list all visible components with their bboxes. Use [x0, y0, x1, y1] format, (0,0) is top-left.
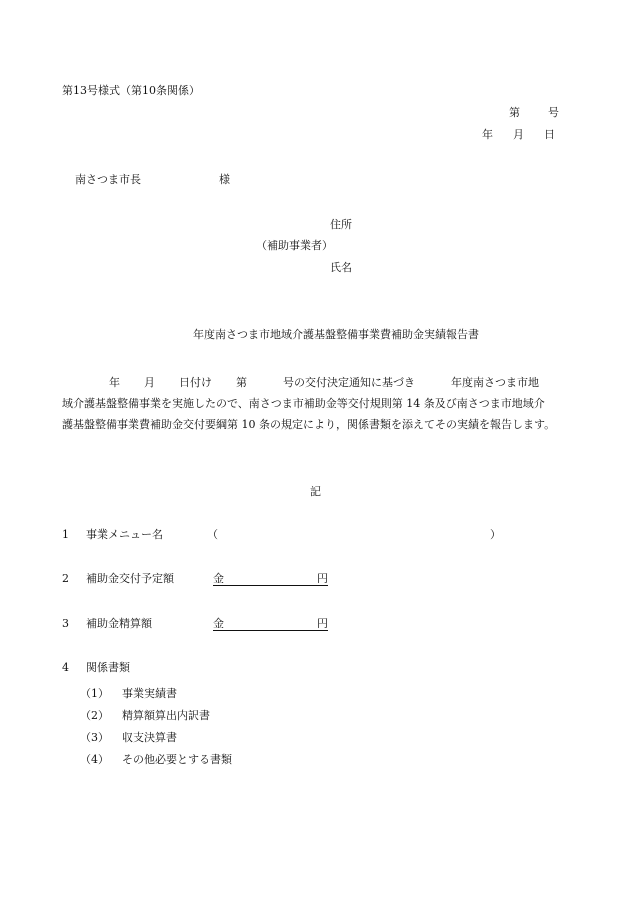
- item-label: 補助金交付予定額: [86, 572, 174, 585]
- currency-prefix: 金: [213, 617, 224, 630]
- document-list: [80, 683, 232, 771]
- body-month: 月: [144, 376, 155, 389]
- amount-field: [213, 617, 328, 631]
- applicant-role-label: （補助事業者）: [256, 239, 333, 252]
- item-number: 1: [62, 528, 69, 541]
- report-body: [62, 372, 572, 435]
- list-item: [80, 705, 232, 727]
- body-line-2: 域介護基盤整備事業を実施したので、南さつま市補助金等交付規則第 14 条及び南さつま市地域介: [62, 397, 545, 410]
- list-item-number: （1）: [80, 687, 109, 700]
- body-year: 年: [109, 376, 120, 389]
- amount-field: [213, 572, 328, 586]
- currency-suffix: 円: [317, 617, 328, 630]
- list-item-label: 精算額算出内訳書: [122, 709, 210, 722]
- item-label: 事業メニュー名: [86, 528, 163, 541]
- applicant-name-label: 氏名: [330, 261, 352, 274]
- paren-close: ）: [490, 528, 501, 541]
- list-item-number: （2）: [80, 709, 109, 722]
- body-tail: 年度南さつま市地: [451, 376, 539, 389]
- applicant-address-label: 住所: [330, 218, 352, 231]
- item-number: 4: [62, 661, 69, 674]
- date-year: 年: [482, 128, 493, 141]
- item-number: 2: [62, 572, 69, 585]
- body-dai: 第: [236, 376, 247, 389]
- addressee-honorific: 様: [219, 173, 230, 186]
- list-item: [80, 749, 232, 771]
- paren-open: （: [207, 528, 218, 541]
- body-line-3: 護基盤整備事業費補助金交付要綱第 10 条の規定により，関係書類を添えてその実績を報告します。: [62, 418, 556, 431]
- list-item-label: 収支決算書: [122, 731, 177, 744]
- list-item-number: （4）: [80, 753, 109, 766]
- document-number: [509, 106, 559, 119]
- date-month: 月: [513, 128, 524, 141]
- item-project-menu: [62, 528, 501, 541]
- body-line-1: [62, 372, 572, 393]
- document-date: [482, 128, 555, 141]
- document-title: 年度南さつま市地域介護基盤整備事業費補助金実績報告書: [193, 328, 479, 341]
- item-label: 補助金精算額: [86, 617, 152, 630]
- list-item: [80, 727, 232, 749]
- document-number-prefix: 第: [509, 106, 520, 119]
- document-number-suffix: 号: [548, 106, 559, 119]
- currency-suffix: 円: [317, 572, 328, 585]
- currency-prefix: 金: [213, 572, 224, 585]
- item-label: 関係書類: [86, 661, 130, 674]
- date-day: 日: [544, 128, 555, 141]
- list-item-number: （3）: [80, 731, 109, 744]
- item-number: 3: [62, 617, 69, 630]
- list-item-label: 事業実績書: [122, 687, 177, 700]
- list-item: [80, 683, 232, 705]
- list-item-label: その他必要とする書類: [122, 753, 232, 766]
- item-scheduled-grant: [62, 572, 328, 585]
- addressee-name: 南さつま市長: [75, 173, 141, 186]
- body-dated: 日付け: [179, 376, 212, 389]
- item-settled-grant: [62, 617, 328, 630]
- item-related-documents: [62, 661, 130, 674]
- body-notice: 号の交付決定通知に基づき: [283, 376, 415, 389]
- ki-heading: 記: [310, 485, 321, 498]
- form-number: 第13号様式（第10条関係）: [62, 84, 200, 97]
- addressee: [75, 173, 230, 186]
